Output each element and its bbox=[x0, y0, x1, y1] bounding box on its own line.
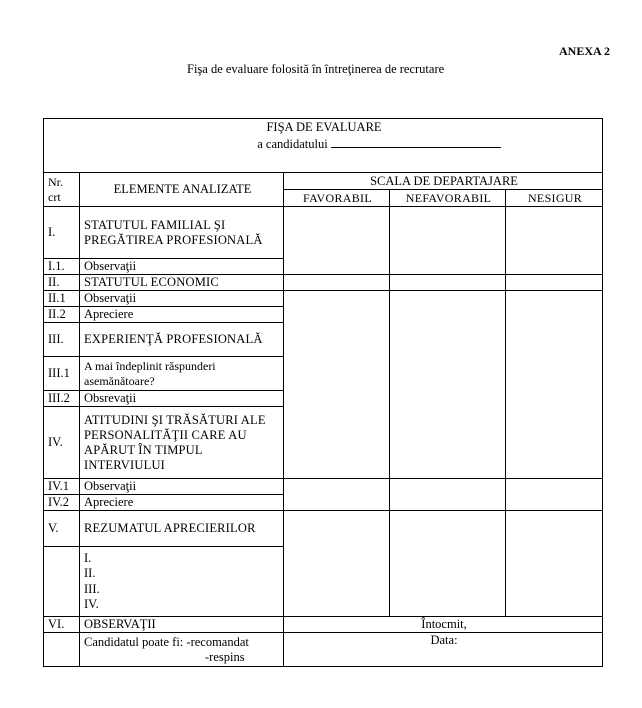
row-nr: III. bbox=[44, 323, 80, 357]
rezumat-list bbox=[80, 547, 284, 617]
row-label: Apreciere bbox=[80, 307, 284, 323]
row-label: Obsrevaţii bbox=[80, 391, 284, 407]
row-nr: III.1 bbox=[44, 357, 80, 391]
cell-nesigur[interactable] bbox=[506, 275, 603, 291]
form-title-cell bbox=[44, 119, 603, 173]
row-nr: I.1. bbox=[44, 259, 80, 275]
header-scale: SCALA DE DEPARTAJARE bbox=[284, 173, 603, 190]
form-title: FIŞA DE EVALUARE bbox=[266, 120, 382, 134]
annex-label: ANEXA 2 bbox=[559, 44, 611, 58]
row-nr: III.2 bbox=[44, 391, 80, 407]
row-nr: V. bbox=[44, 511, 80, 547]
cell-nesigur[interactable] bbox=[506, 479, 603, 511]
row-label: ATITUDINI ŞI TRĂSĂTURI ALE PERSONALITĂŢII CARE AU APĂRUT ÎN TIMPUL INTERVIULUI bbox=[80, 407, 284, 479]
row-label: STATUTUL ECONOMIC bbox=[80, 275, 284, 291]
cell-favorabil[interactable] bbox=[284, 291, 390, 479]
row-nr: II.1 bbox=[44, 291, 80, 307]
rezumat-item: III. bbox=[84, 581, 100, 596]
cell-nefavorabil[interactable] bbox=[390, 291, 506, 479]
rezumat-item: I. bbox=[84, 550, 92, 565]
cell-nesigur[interactable] bbox=[506, 291, 603, 479]
cell-favorabil[interactable] bbox=[284, 275, 390, 291]
row-label: A mai îndeplinit răspunderi asemănătoare? bbox=[80, 357, 284, 391]
header-elements: ELEMENTE ANALIZATE bbox=[80, 173, 284, 207]
row-nr: IV. bbox=[44, 407, 80, 479]
row-nr-empty bbox=[44, 547, 80, 617]
status-line-rejected: -respins bbox=[205, 649, 245, 664]
row-nr: II.2 bbox=[44, 307, 80, 323]
cell-nefavorabil[interactable] bbox=[390, 479, 506, 511]
candidate-field[interactable] bbox=[257, 135, 501, 152]
row-nr: II. bbox=[44, 275, 80, 291]
candidate-status-cell bbox=[80, 633, 284, 667]
rezumat-item: IV. bbox=[84, 597, 99, 611]
row-nr-empty bbox=[44, 633, 80, 667]
status-line-recommended: Candidatul poate fi: -recomandat bbox=[84, 634, 249, 649]
row-label: Observaţii bbox=[80, 259, 284, 275]
row-nr: IV.1 bbox=[44, 479, 80, 495]
header-nefavorabil: NEFAVORABIL bbox=[390, 190, 506, 207]
document-subtitle: Fişa de evaluare folosită în întreţinerea de recrutare bbox=[187, 62, 445, 76]
candidate-label: a candidatului bbox=[257, 137, 328, 151]
cell-nefavorabil[interactable] bbox=[390, 275, 506, 291]
form-title-row bbox=[44, 119, 603, 173]
cell-nefavorabil[interactable] bbox=[390, 511, 506, 617]
row-label: Observaţii bbox=[80, 291, 284, 307]
rezumat-item: II. bbox=[84, 566, 96, 580]
header-nr-crt bbox=[44, 173, 80, 207]
cell-nefavorabil[interactable] bbox=[390, 207, 506, 275]
row-label: Observaţii bbox=[80, 479, 284, 495]
header-crt: crt bbox=[48, 189, 61, 204]
candidate-underline[interactable] bbox=[331, 135, 501, 148]
date-cell[interactable]: Data: bbox=[284, 633, 603, 667]
cell-nesigur[interactable] bbox=[506, 207, 603, 275]
row-nr: VI. bbox=[44, 617, 80, 633]
row-label: Apreciere bbox=[80, 495, 284, 511]
header-nr: Nr. bbox=[48, 174, 63, 189]
header-nesigur: NESIGUR bbox=[506, 190, 603, 207]
cell-favorabil[interactable] bbox=[284, 511, 390, 617]
row-label: OBSERVAŢII bbox=[80, 617, 284, 633]
cell-nesigur[interactable] bbox=[506, 511, 603, 617]
row-nr: I. bbox=[44, 207, 80, 259]
row-label: REZUMATUL APRECIERILOR bbox=[80, 511, 284, 547]
row-label: EXPERIENŢĂ PROFESIONALĂ bbox=[80, 323, 284, 357]
cell-favorabil[interactable] bbox=[284, 479, 390, 511]
evaluation-form-table bbox=[43, 118, 603, 667]
intocmit-cell[interactable]: Întocmit, bbox=[284, 617, 603, 633]
row-label: STATUTUL FAMILIAL ŞI PREGĂTIREA PROFESIONALĂ bbox=[80, 207, 284, 259]
cell-favorabil[interactable] bbox=[284, 207, 390, 275]
header-favorabil: FAVORABIL bbox=[284, 190, 390, 207]
row-nr: IV.2 bbox=[44, 495, 80, 511]
